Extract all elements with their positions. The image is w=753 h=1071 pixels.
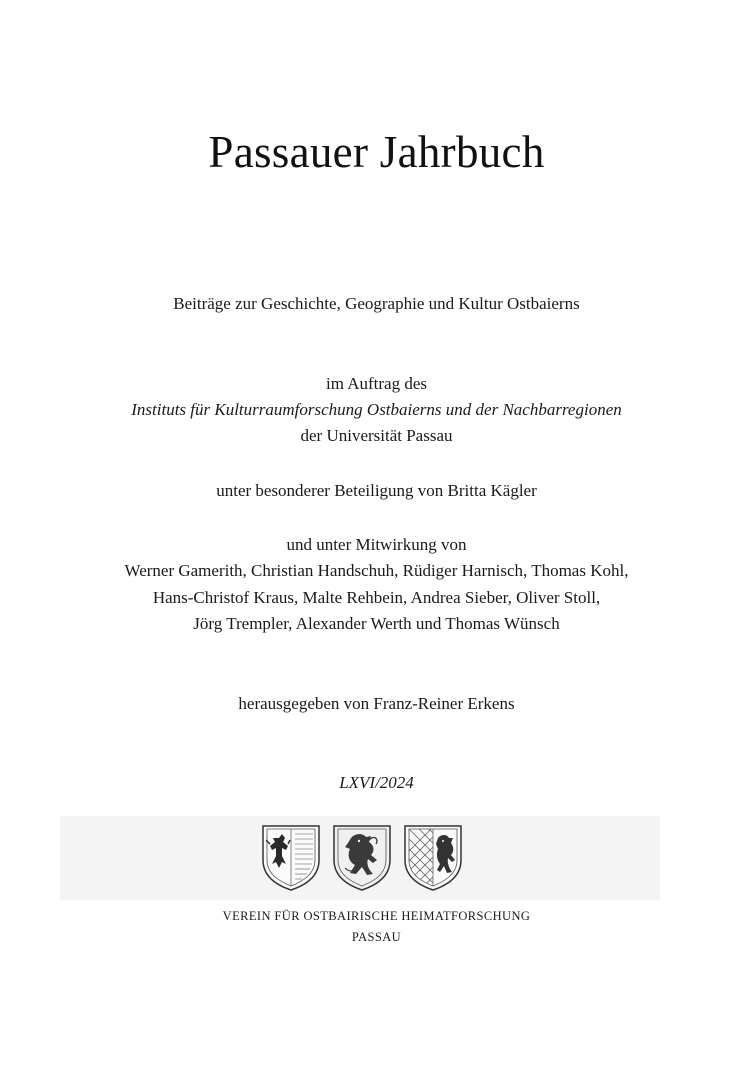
commission-intro: im Auftrag des bbox=[325, 374, 428, 393]
coat-of-arms-band bbox=[60, 816, 660, 900]
lion-coat-of-arms-icon bbox=[329, 820, 395, 892]
cooperation-intro: und unter Mitwirkung von bbox=[286, 535, 467, 554]
editor-line: herausgegeben von Franz-Reiner Erkens bbox=[238, 694, 515, 713]
participation-line: unter besonderer Beteiligung von Britta Kägler bbox=[216, 481, 537, 500]
eagle-coat-of-arms-icon bbox=[258, 820, 324, 892]
book-subtitle: Beiträge zur Geschichte, Geographie und Kultur Ostbaierns bbox=[173, 294, 580, 313]
publisher-name: VEREIN FÜR OSTBAIRISCHE HEIMATFORSCHUNG bbox=[222, 909, 531, 923]
lozenge-lion-coat-of-arms-icon bbox=[400, 820, 466, 892]
institute-name: Instituts für Kulturraumforschung Ostbaierns und der Nachbarregionen bbox=[131, 400, 622, 419]
contributors-line-3: Jörg Trempler, Alexander Werth und Thomas Wünsch bbox=[193, 614, 560, 633]
volume-number: LXVI/2024 bbox=[339, 773, 414, 792]
publisher-place: PASSAU bbox=[351, 930, 402, 944]
university-name: der Universität Passau bbox=[300, 426, 453, 445]
book-title: Passauer Jahrbuch bbox=[208, 127, 545, 177]
contributors-line-1: Werner Gamerith, Christian Handschuh, Rüdiger Harnisch, Thomas Kohl, bbox=[124, 561, 629, 580]
contributors-line-2: Hans-Christof Kraus, Malte Rehbein, Andrea Sieber, Oliver Stoll, bbox=[152, 588, 601, 607]
